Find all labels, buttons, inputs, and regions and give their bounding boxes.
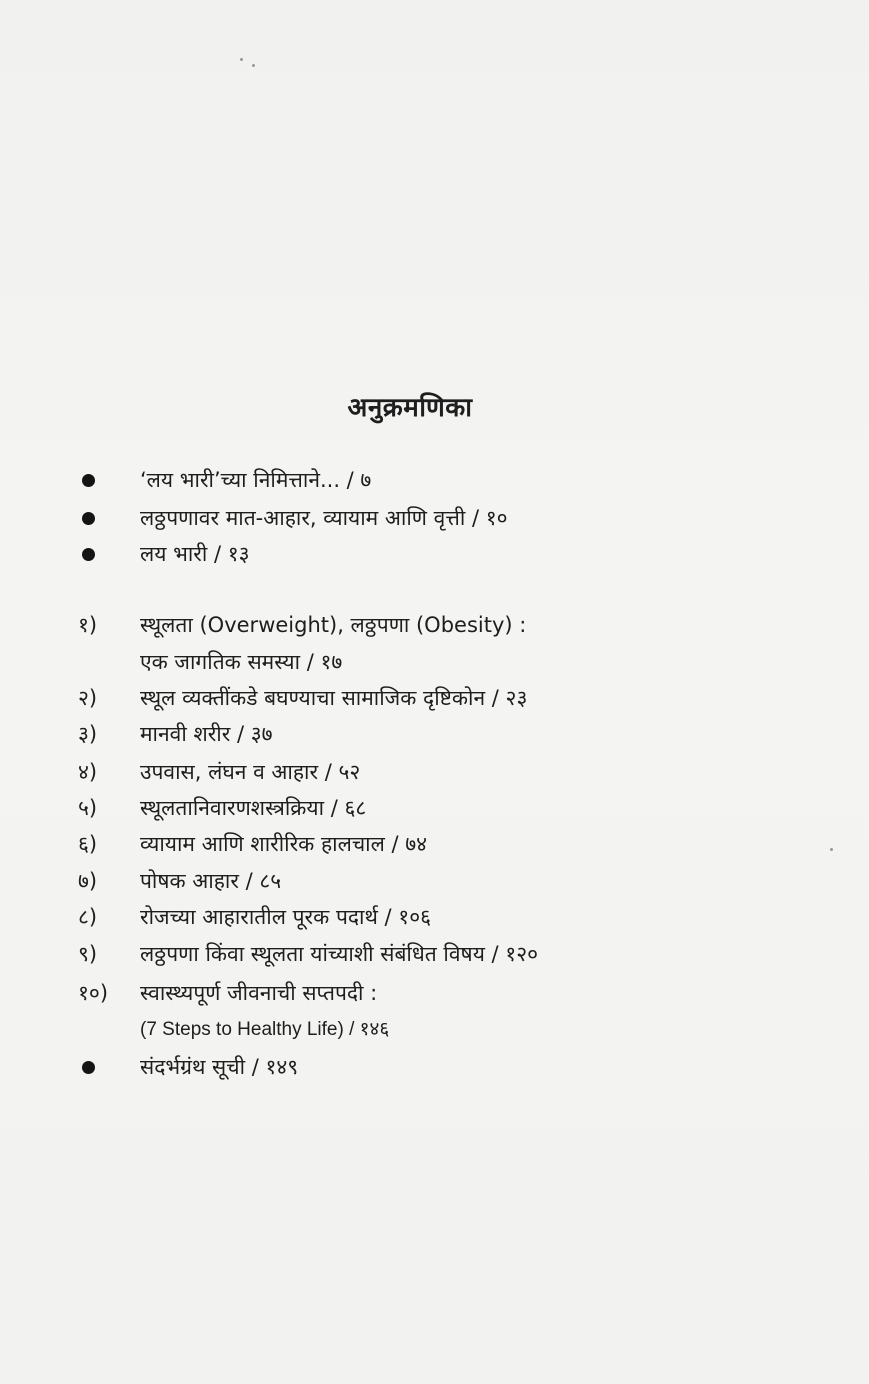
- chapter-title: पोषक आहार / ८५: [140, 869, 282, 893]
- chapter-title-continuation: एक जागतिक समस्या / १७: [140, 650, 343, 674]
- toc-entry-text: लय भारी / १३: [140, 542, 250, 566]
- bullet-icon: [82, 474, 95, 487]
- chapter-number: ८): [78, 905, 98, 929]
- paper-speck: [830, 848, 833, 851]
- paper-speck: [252, 64, 255, 67]
- paper-speck: [240, 58, 243, 61]
- chapter-number: ६): [78, 832, 98, 856]
- toc-entry-text: लठ्ठपणावर मात-आहार, व्यायाम आणि वृत्ती / १०: [140, 506, 508, 530]
- chapter-title: स्थूलतानिवारणशस्त्रक्रिया / ६८: [140, 796, 367, 820]
- chapter-number: १): [78, 613, 98, 637]
- chapter-title: रोजच्या आहारातील पूरक पदार्थ / १०६: [140, 905, 432, 929]
- chapter-number: २): [78, 686, 98, 710]
- chapter-title: व्यायाम आणि शारीरिक हालचाल / ७४: [140, 832, 428, 856]
- bullet-icon: [82, 512, 95, 525]
- bullet-icon: [82, 1061, 95, 1074]
- chapter-number: ५): [78, 796, 98, 820]
- chapter-number: ३): [78, 722, 98, 746]
- toc-entry-text: संदर्भग्रंथ सूची / १४९: [140, 1055, 299, 1079]
- chapter-title-continuation: (7 Steps to Healthy Life) / १४६: [140, 1019, 390, 1040]
- chapter-title: लठ्ठपणा किंवा स्थूलता यांच्याशी संबंधित विषय / १२०: [140, 942, 539, 966]
- bullet-icon: [82, 548, 95, 561]
- chapter-number: ४): [78, 760, 98, 784]
- chapter-number: ९): [78, 942, 98, 966]
- chapter-title: मानवी शरीर / ३७: [140, 722, 273, 746]
- chapter-title: उपवास, लंघन व आहार / ५२: [140, 760, 361, 784]
- toc-title: अनुक्रमणिका: [347, 393, 473, 423]
- toc-entry-text: ‘लय भारी’च्या निमित्ताने... / ७: [140, 468, 372, 492]
- chapter-title: स्थूलता (Overweight), लठ्ठपणा (Obesity) :: [140, 613, 527, 637]
- chapter-number: १०): [78, 981, 109, 1005]
- chapter-title: स्वास्थ्यपूर्ण जीवनाची सप्तपदी :: [140, 981, 378, 1005]
- chapter-title: स्थूल व्यक्तींकडे बघण्याचा सामाजिक दृष्टिकोन / २३: [140, 686, 528, 710]
- chapter-number: ७): [78, 869, 98, 893]
